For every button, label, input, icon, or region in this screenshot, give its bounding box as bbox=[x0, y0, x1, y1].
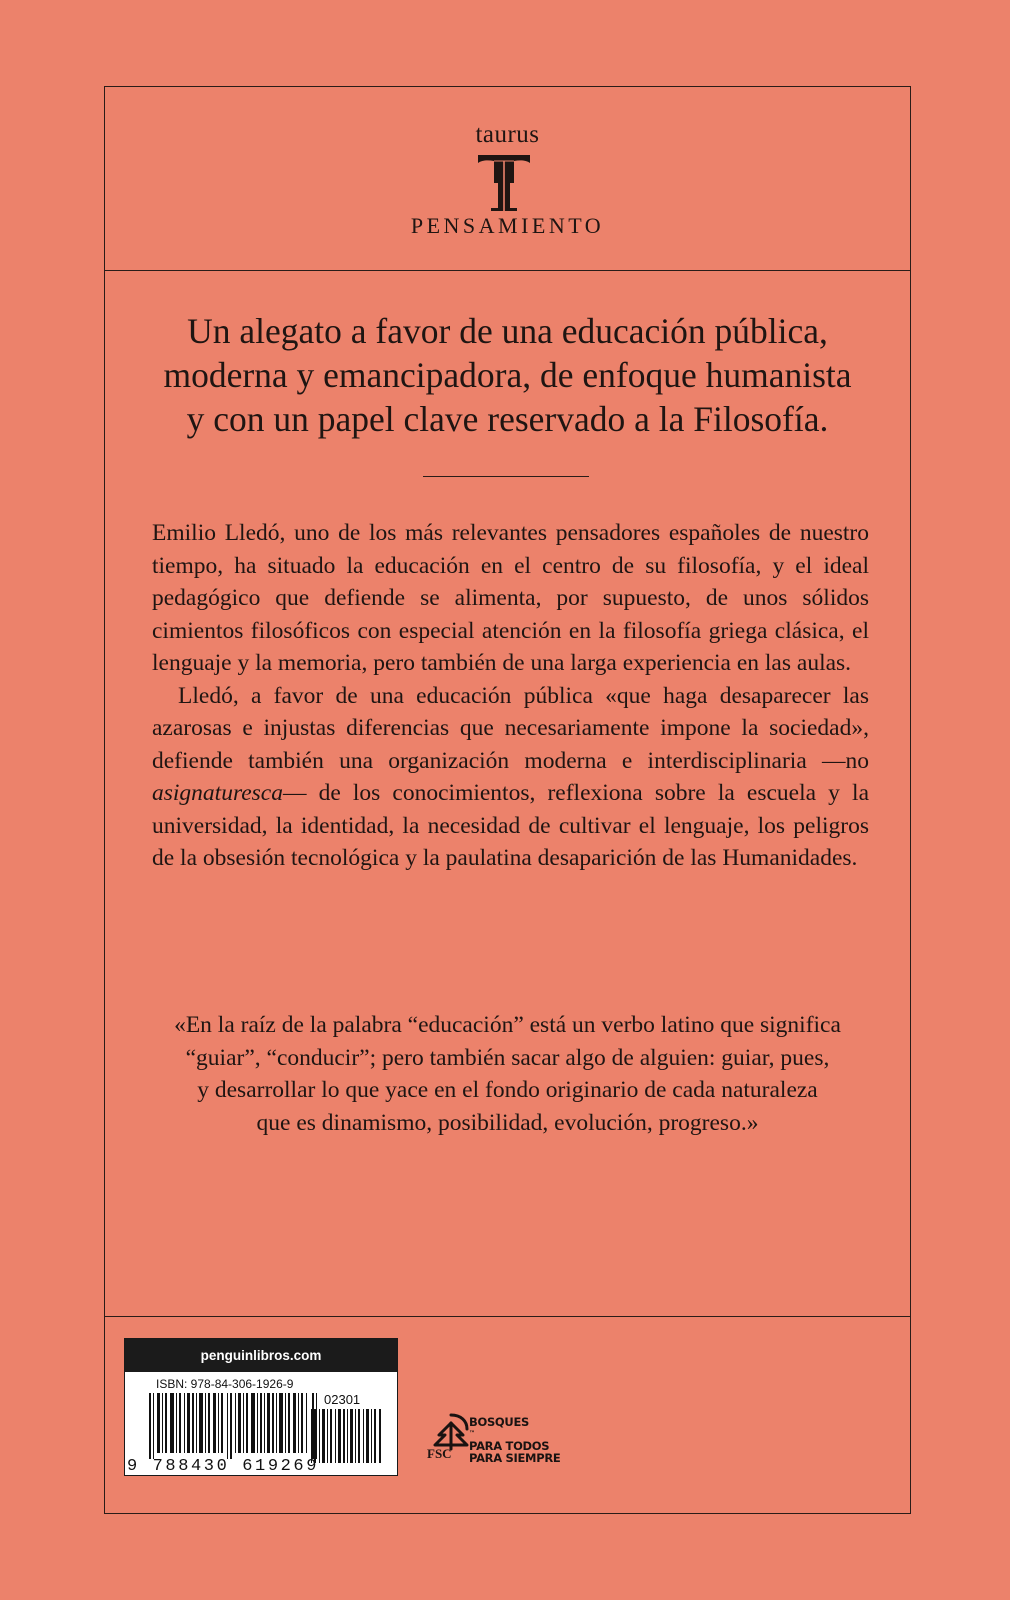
quote-line: que es dinamismo, posibilidad, evolución, progreso.» bbox=[256, 1109, 759, 1136]
publisher-brand: taurus bbox=[475, 121, 540, 148]
barcode-digits: 9 788430 619269 bbox=[127, 1457, 320, 1476]
tagline-line: moderna y emancipadora, de enfoque humanista bbox=[163, 355, 852, 395]
publisher-header bbox=[105, 87, 910, 271]
blurb-paragraph-1: Emilio Lledó, uno de los más relevantes pensadores españoles de nuestro tiempo, ha situado la educación en el centro de su filosofía, y el ideal pedagógico que defiende se alimenta, por supuesto, de unos sólidos cimientos filosóficos con especial atención en la filosofía griega clásica, el lenguaje y la memoria, pero también de una larga experiencia en las aulas. bbox=[152, 520, 869, 676]
blurb-italic: asignaturesca bbox=[152, 780, 283, 806]
series-name: PENSAMIENTO bbox=[410, 213, 605, 238]
blurb-paragraph-2 bbox=[152, 680, 869, 875]
cover-frame bbox=[104, 86, 911, 1514]
fsc-slogan bbox=[469, 1416, 560, 1464]
price-code: 02301 bbox=[324, 1392, 361, 1407]
cover-footer bbox=[105, 1316, 910, 1513]
barcode-panel bbox=[124, 1338, 398, 1476]
blurb-text: — de los conocimientos, reflexiona sobre la escuela y la universidad, la identidad, la necesidad de cultivar el lenguaje, los peligros de la obsesión tecnológica y la paulatina desaparición de las Humanidades. bbox=[152, 780, 869, 871]
tagline bbox=[115, 309, 900, 441]
barcode-icon bbox=[149, 1393, 319, 1459]
quote-line: y desarrollar lo que yace en el fondo originario de cada naturaleza bbox=[197, 1077, 818, 1103]
fsc-label: FSC bbox=[427, 1446, 452, 1461]
fsc-slogan-line: BOSQUES bbox=[469, 1415, 529, 1429]
blurb-text: Lledó, a favor de una educación pública «que haga desaparecer las azarosas e injustas diferencias que necesariamente impone la sociedad», defiende también una organización moderna e interdisciplinaria —no bbox=[152, 682, 869, 774]
tagline-line: Un alegato a favor de una educación pública, bbox=[187, 311, 828, 351]
tagline-line: y con un papel clave reservado a la Filosofía. bbox=[186, 399, 829, 439]
isbn-label: ISBN: 978-84-306-1926-9 bbox=[156, 1377, 294, 1391]
barcode-addon-icon bbox=[311, 1409, 383, 1463]
blurb bbox=[152, 517, 869, 875]
fsc-slogan-line: PARA TODOS bbox=[469, 1439, 550, 1453]
trademark-mark: ™ bbox=[469, 1430, 475, 1437]
quote-line: “guiar”, “conducir”; pero también sacar algo de alguien: guiar, pues, bbox=[185, 1044, 830, 1071]
website-label: penguinlibros.com bbox=[125, 1339, 397, 1372]
fsc-slogan-line: PARA SIEMPRE bbox=[469, 1451, 561, 1465]
divider-rule bbox=[423, 476, 589, 477]
author-quote bbox=[125, 1009, 890, 1139]
quote-line: «En la raíz de la palabra “educación” está un verbo latino que significa bbox=[174, 1012, 841, 1038]
taurus-t-logo bbox=[476, 153, 532, 213]
